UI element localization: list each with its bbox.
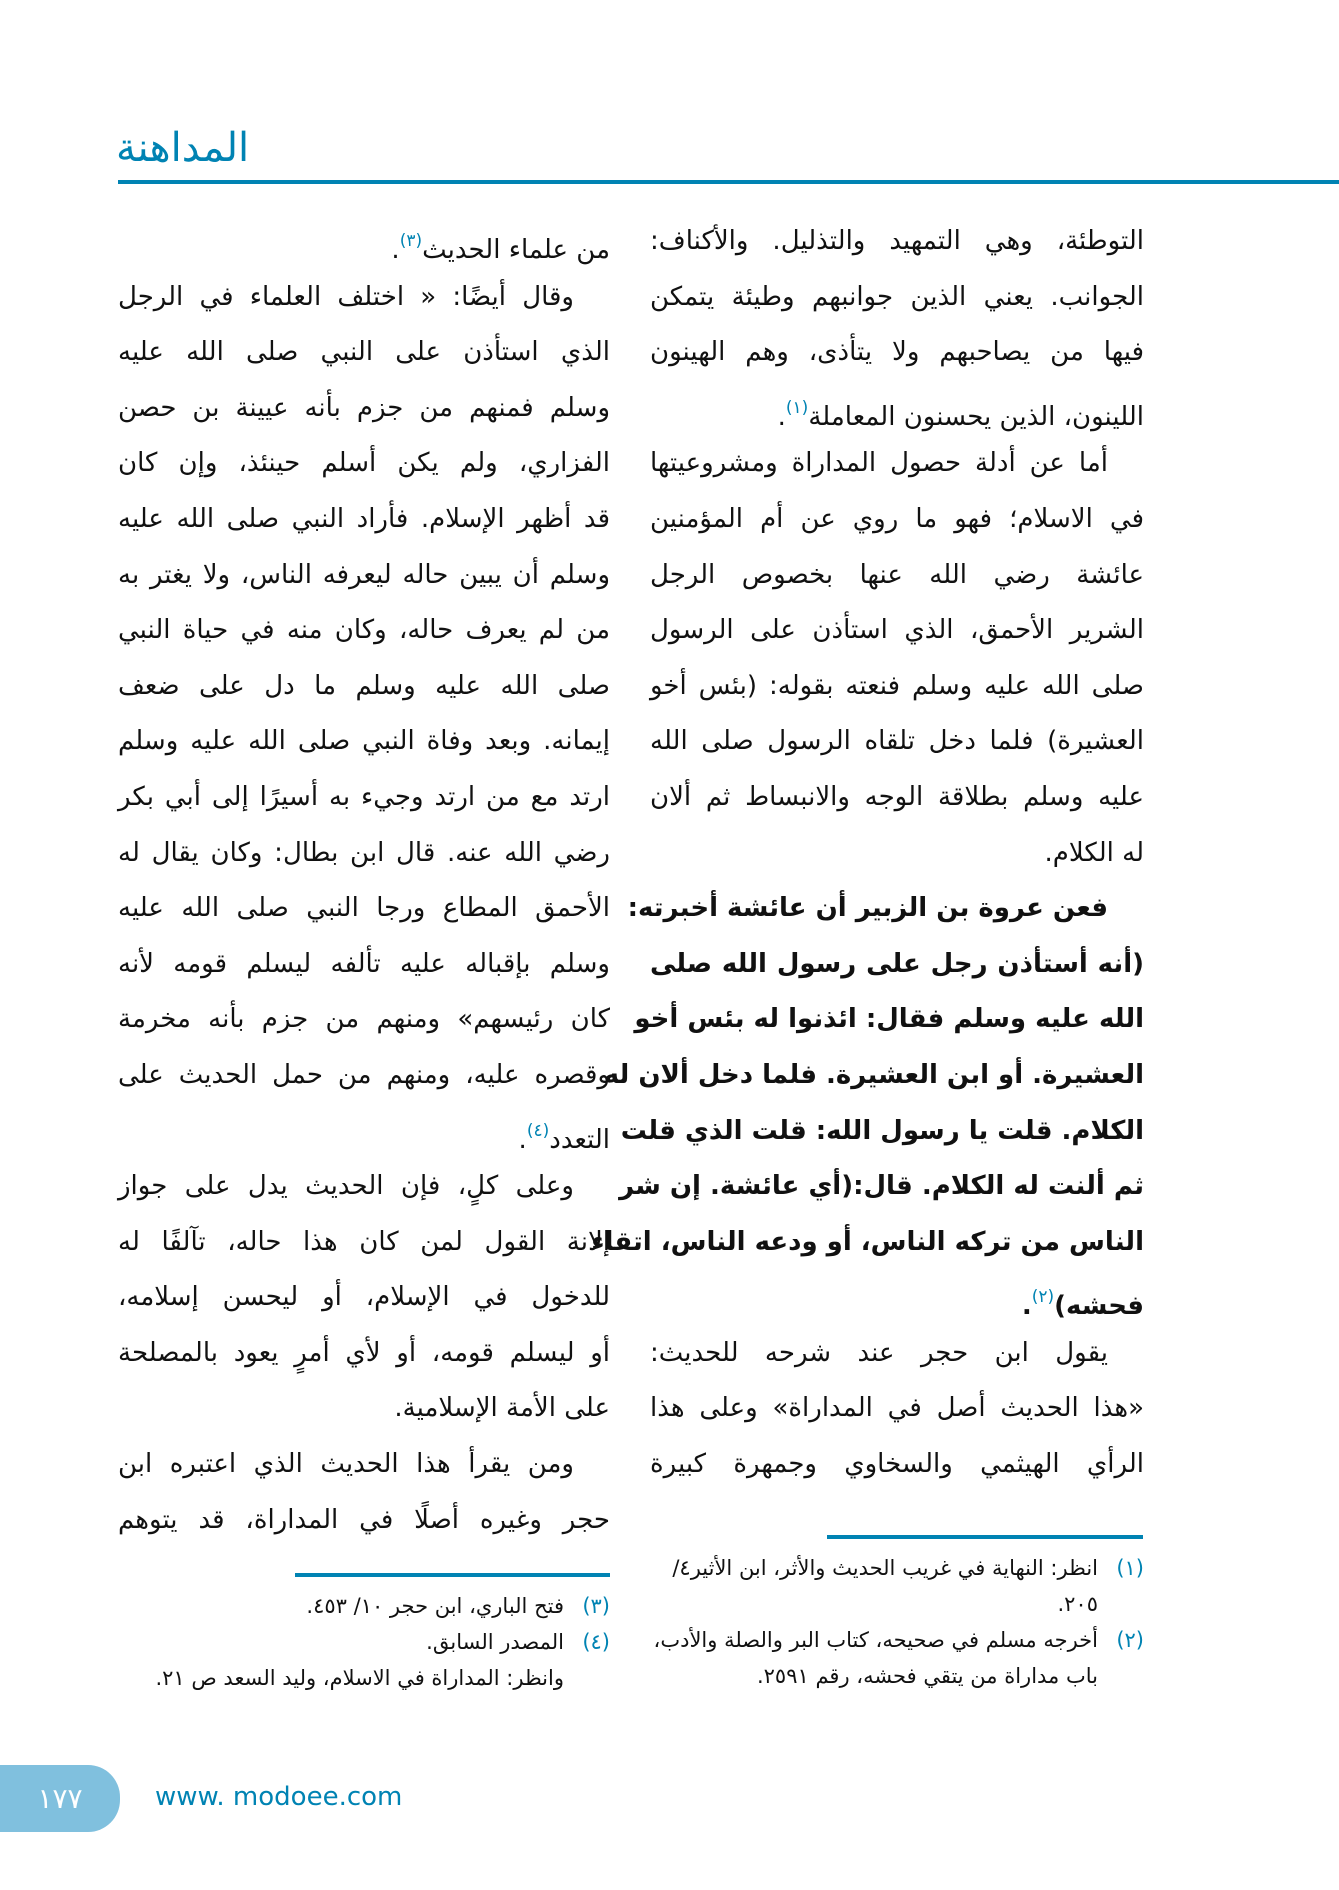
- text-line: وسلم أن يبين حاله ليعرفه الناس، ولا يغتر به: [118, 559, 610, 590]
- text-line: (أنه أستأذن رجل على رسول الله صلى: [650, 948, 1144, 979]
- line-punctuation: .: [1021, 1291, 1032, 1322]
- paragraph: [650, 436, 1144, 881]
- text-line: له الكلام.: [1044, 837, 1144, 868]
- text-line: الكلام. قلت يا رسول الله: قلت الذي قلت: [620, 1115, 1144, 1146]
- footnote-1: [650, 1550, 1144, 1622]
- text-line: قد أظهر الإسلام. فأراد النبي صلى الله عليه: [118, 503, 610, 534]
- footnote-reference[interactable]: (٢): [1031, 1287, 1055, 1308]
- text-line: الرأي الهيثمي والسخاوي وجمهرة كبيرة: [650, 1449, 1144, 1480]
- paragraph: [591, 881, 1144, 1326]
- text-line: عائشة رضي الله عنها بخصوص الرجل: [650, 559, 1144, 590]
- paragraph: [118, 1159, 610, 1437]
- text-line: الذي استأذن على النبي صلى الله عليه: [118, 337, 610, 368]
- footnote-4-extra: وانظر: المداراة في الاسلام، وليد السعد ص ٢١.: [155, 1666, 564, 1690]
- text-line: [650, 1270, 1144, 1326]
- text-line: للدخول في الإسلام، أو ليحسن إسلامه،: [118, 1282, 610, 1313]
- text-line: يقول ابن حجر عند شرحه للحديث:: [650, 1337, 1108, 1368]
- line-text: اللينون، الذين يحسنون المعاملة: [808, 401, 1144, 432]
- text-line: الناس من تركه الناس، أو ودعه الناس، اتقاء: [591, 1226, 1144, 1257]
- text-line: الجوانب. يعني الذين جوانبهم وطيئة يتمكن: [650, 281, 1144, 312]
- footnote-text: انظر: النهاية في غريب الحديث والأثر، ابن الأثير٤/ ٢٠٥.: [672, 1556, 1098, 1616]
- text-line: العشيرة. أو ابن العشيرة. فلما دخل ألان له: [603, 1059, 1144, 1090]
- footnotes-right: [650, 1550, 1144, 1694]
- text-line: كان رئيسهم» ومنهم من جزم بأنه مخرمة: [118, 1004, 610, 1035]
- text-line: فيها من يصاحبهم ولا يتأذى، وهم الهينون: [650, 337, 1144, 368]
- text-line: الله عليه وسلم فقال: ائذنوا له بئس أخو: [634, 1004, 1144, 1035]
- paragraph: [118, 1437, 610, 1548]
- text-line: ثم ألنت له الكلام. قال:(أي عائشة. إن شر: [619, 1171, 1144, 1202]
- line-text: التعدد: [549, 1124, 610, 1155]
- footnotes-left: [118, 1588, 610, 1696]
- line-text: من علماء الحديث: [422, 235, 610, 265]
- page-number: ١٧٧: [37, 1782, 83, 1815]
- footnote-number: (٢): [1116, 1628, 1144, 1652]
- footnote-reference[interactable]: (١): [785, 397, 809, 418]
- footnote-reference[interactable]: (٣): [399, 231, 423, 251]
- text-line: فعن عروة بن الزبير أن عائشة أخبرته:: [627, 893, 1108, 924]
- footnote-text: فتح الباري، ابن حجر ١٠/ ٤٥٣.: [306, 1594, 564, 1618]
- text-line: الأحمق المطاع ورجا النبي صلى الله عليه: [118, 893, 610, 924]
- text-line: وسلم بإقباله عليه تألفه ليسلم قومه لأنه: [118, 948, 610, 979]
- text-line: وسلم فمنهم من جزم بأنه عيينة بن حصن: [118, 392, 610, 423]
- text-line: الفزاري، ولم يكن أسلم حينئذ، وإن كان: [118, 448, 610, 479]
- footnote-reference[interactable]: (٤): [526, 1120, 550, 1141]
- footnote-number: (٣): [582, 1594, 610, 1618]
- text-line: [118, 1104, 610, 1160]
- text-line: رضي الله عنه. قال ابن بطال: وكان يقال له: [118, 837, 610, 868]
- text-column-left: [118, 214, 610, 1548]
- text-line: «هذا الحديث أصل في المداراة» وعلى هذا: [650, 1393, 1144, 1424]
- text-line: [118, 214, 610, 270]
- text-line: عليه وسلم بطلاقة الوجه والانبساط ثم ألان: [650, 781, 1144, 812]
- footnote-rule-right: [827, 1535, 1143, 1539]
- paragraph: [118, 270, 610, 1160]
- text-line: صلى الله عليه وسلم ما دل على ضعف: [118, 670, 610, 701]
- running-header-title: المداهنة: [116, 125, 250, 171]
- paragraph: [118, 214, 610, 270]
- footnote-text: أخرجه مسلم في صحيحه، كتاب البر والصلة والأدب، باب مداراة من يتقي فحشه، رقم ٢٥٩١.: [653, 1628, 1098, 1688]
- line-punctuation: .: [518, 1124, 527, 1155]
- footnote-number: (١): [1116, 1556, 1144, 1580]
- text-line: وقال أيضًا: « اختلف العلماء في الرجل: [118, 281, 574, 312]
- text-line: حجر وغيره أصلًا في المداراة، قد يتوهم: [118, 1504, 610, 1535]
- footnote-text: المصدر السابق.: [426, 1630, 564, 1654]
- footnote-2: [650, 1622, 1144, 1694]
- text-line: في الاسلام؛ فهو ما روي عن أم المؤمنين: [650, 503, 1144, 534]
- text-line: التوطئة، وهي التمهيد والتذليل. والأكناف:: [650, 226, 1144, 256]
- line-punctuation: .: [777, 401, 786, 432]
- header-rule: [118, 180, 1339, 184]
- website-url[interactable]: www. modoee.com: [155, 1782, 403, 1812]
- text-line: العشيرة) فلما دخل تلقاه الرسول صلى الله: [650, 726, 1144, 757]
- text-line: أو ليسلم قومه، أو لأي أمرٍ يعود بالمصلحة: [118, 1337, 610, 1368]
- text-line: ارتد مع من ارتد وجيء به أسيرًا إلى أبي بكر: [118, 781, 610, 812]
- text-line: ومن يقرأ هذا الحديث الذي اعتبره ابن: [118, 1449, 574, 1480]
- text-line: إلانة القول لمن كان هذا حاله، تآلفًا له: [118, 1226, 610, 1257]
- footnote-number: (٤): [582, 1630, 610, 1654]
- text-line: من لم يعرف حاله، وكان منه في حياة النبي: [118, 615, 610, 646]
- text-line: وعلى كلٍ، فإن الحديث يدل على جواز: [118, 1171, 574, 1202]
- line-text: فحشه): [1054, 1291, 1144, 1322]
- text-line: إيمانه. وبعد وفاة النبي صلى الله عليه وسلم: [118, 726, 610, 757]
- line-punctuation: .: [391, 235, 400, 265]
- text-column-right: [591, 214, 1144, 1493]
- text-line: وقصره عليه، ومنهم من حمل الحديث على: [118, 1059, 610, 1090]
- paragraph: [650, 1326, 1144, 1493]
- footnote-rule-left: [295, 1573, 610, 1577]
- page-number-badge: [0, 1765, 120, 1832]
- text-line: على الأمة الإسلامية.: [394, 1393, 610, 1424]
- text-line: أما عن أدلة حصول المداراة ومشروعيتها: [650, 448, 1108, 479]
- text-line: [650, 381, 1144, 437]
- text-line: صلى الله عليه وسلم فنعته بقوله: (بئس أخو: [650, 670, 1144, 701]
- footnote-3: [118, 1588, 610, 1624]
- text-line: الشرير الأحمق، الذي استأذن على الرسول: [650, 615, 1144, 646]
- paragraph: [650, 214, 1144, 436]
- footnote-4: [118, 1624, 610, 1660]
